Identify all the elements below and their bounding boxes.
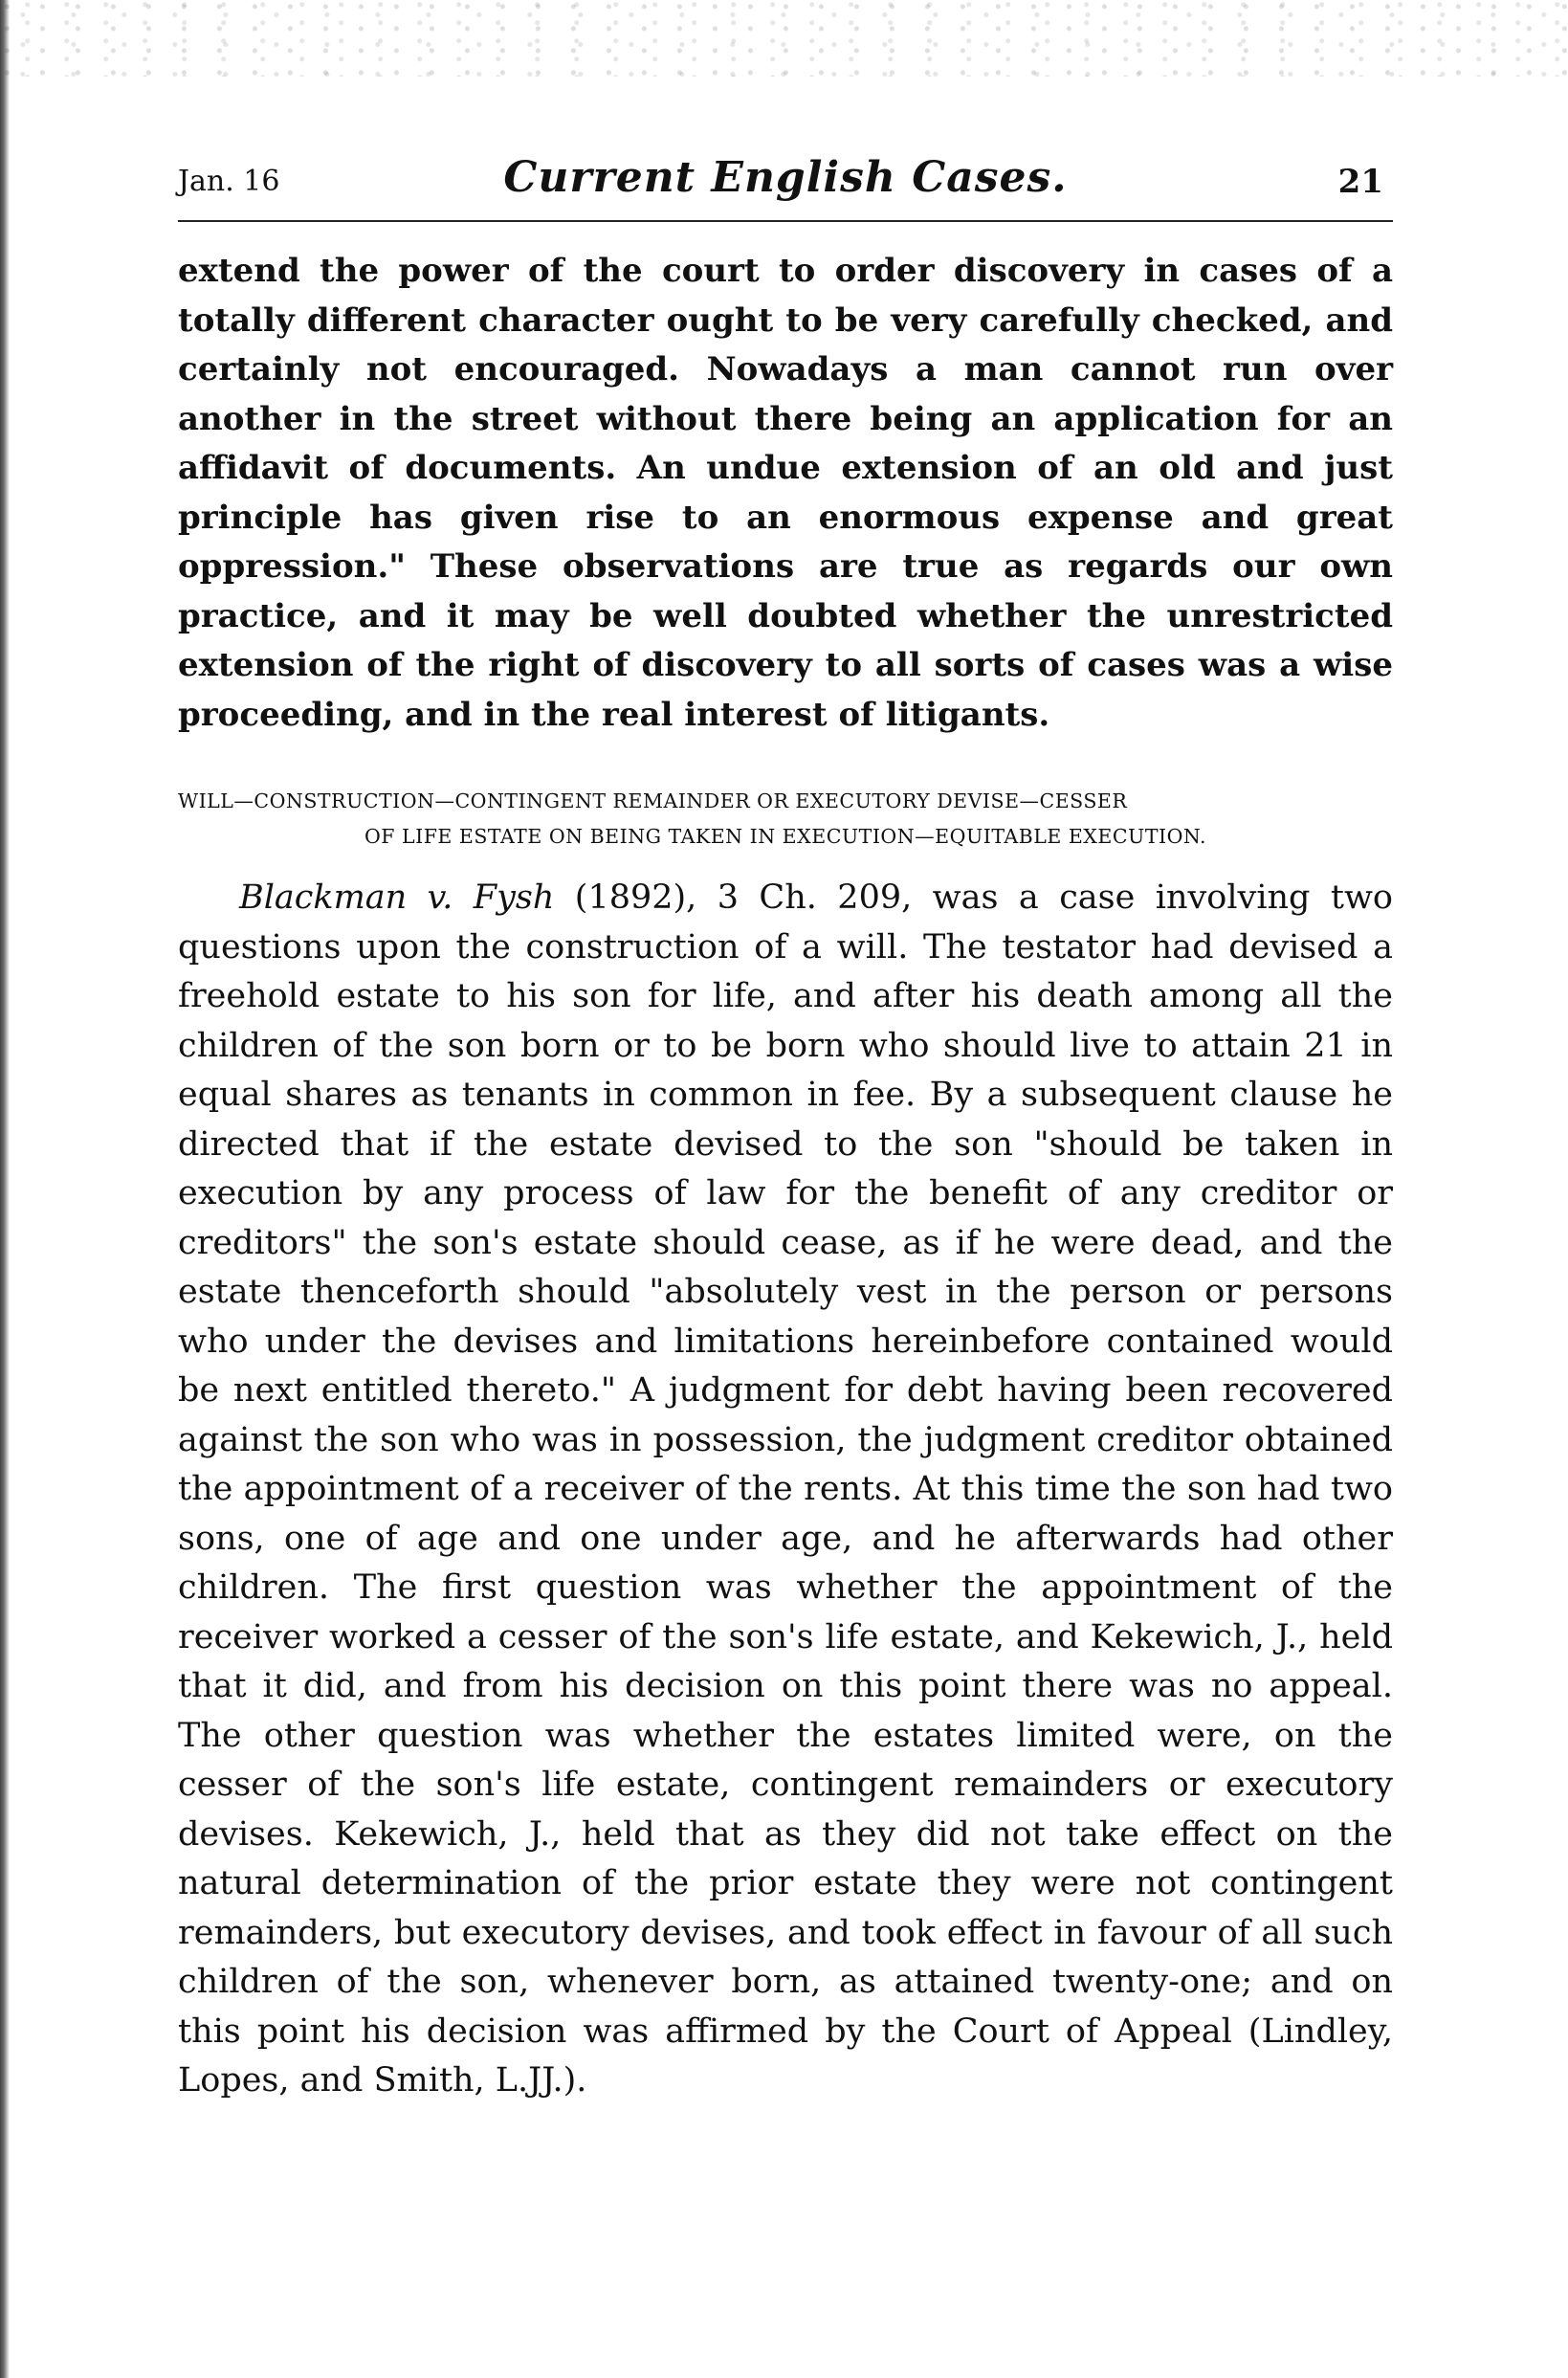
page-number: 21 xyxy=(1337,163,1383,201)
case-paragraph-text: (1892), 3 Ch. 209, was a case involving two questions upon the construction of a will. The testator had devised a freehold estate to his son for life, and after his death among all the children of the son born or to be born who should live to attain 21 in equal shares as tenants in common in fee. By a subsequent clause he directed that if the estate devised to the son "should be taken in execution by any process of law for the benefit of any creditor or creditors" the son's estate should cease, as if he were dead, and the estate thenceforth should "absolutely vest in the person or persons who under the devises and limitations hereinbefore contained would be next entitled thereto." A judgment for debt having been recovered against the son who was in possession, the judgment creditor obtained the appointment of a receiver of the rents. At this time the son had two sons, one of age and one under age, and he afterwards had other children. The first question was whether the appointment of the receiver worked a cesser of the son's life estate, and Kekewich, J., held that it did, and from his decision on this point there was no appeal. The other question was whether the estates limited were, on the cesser of the son's life estate, contingent remainders or executory devises. Kekewich, J., held that as they did not take effect on the natural determination of the prior estate they were not contingent remainders, but executory devises, and took effect in favour of all such children of the son, whenever born, as attained twenty-one; and on this point his decision was affirmed by the Court of Appeal (Lindley, Lopes, and Smith, L.JJ.). xyxy=(178,878,1393,2100)
running-head-title: Current English Cases. xyxy=(503,153,1068,202)
paragraph-continued: extend the power of the court to order discovery in cases of a totally different character ought to be very carefully checked, and certainly not encouraged. Nowadays a man cannot run over another in the street without there being an application for an affidavit of documents. An undue extension of an old and just principle has given rise to an enormous expense and great oppression." These observations are true as regards our own practice, and it may be well doubted whether the unrestricted extension of the right of discovery to all sorts of cases was a wise proceeding, and in the real interest of litigants. xyxy=(178,252,1393,734)
case-headnote xyxy=(178,784,1393,855)
document-page xyxy=(178,153,1393,2106)
running-head-date: Jan. 16 xyxy=(178,165,280,198)
headnote-line-1: WILL—CONSTRUCTION—CONTINGENT REMAINDER OR EXECUTORY DEVISE—CESSER xyxy=(178,789,1128,812)
scan-left-edge xyxy=(0,0,10,2378)
scan-top-noise xyxy=(0,0,1568,77)
case-name: Blackman v. Fysh xyxy=(239,878,555,917)
case-paragraph xyxy=(178,874,1393,2106)
running-head xyxy=(178,153,1393,222)
headnote-line-2: OF LIFE ESTATE ON BEING TAKEN IN EXECUTION—EQUITABLE EXECUTION. xyxy=(364,825,1207,848)
